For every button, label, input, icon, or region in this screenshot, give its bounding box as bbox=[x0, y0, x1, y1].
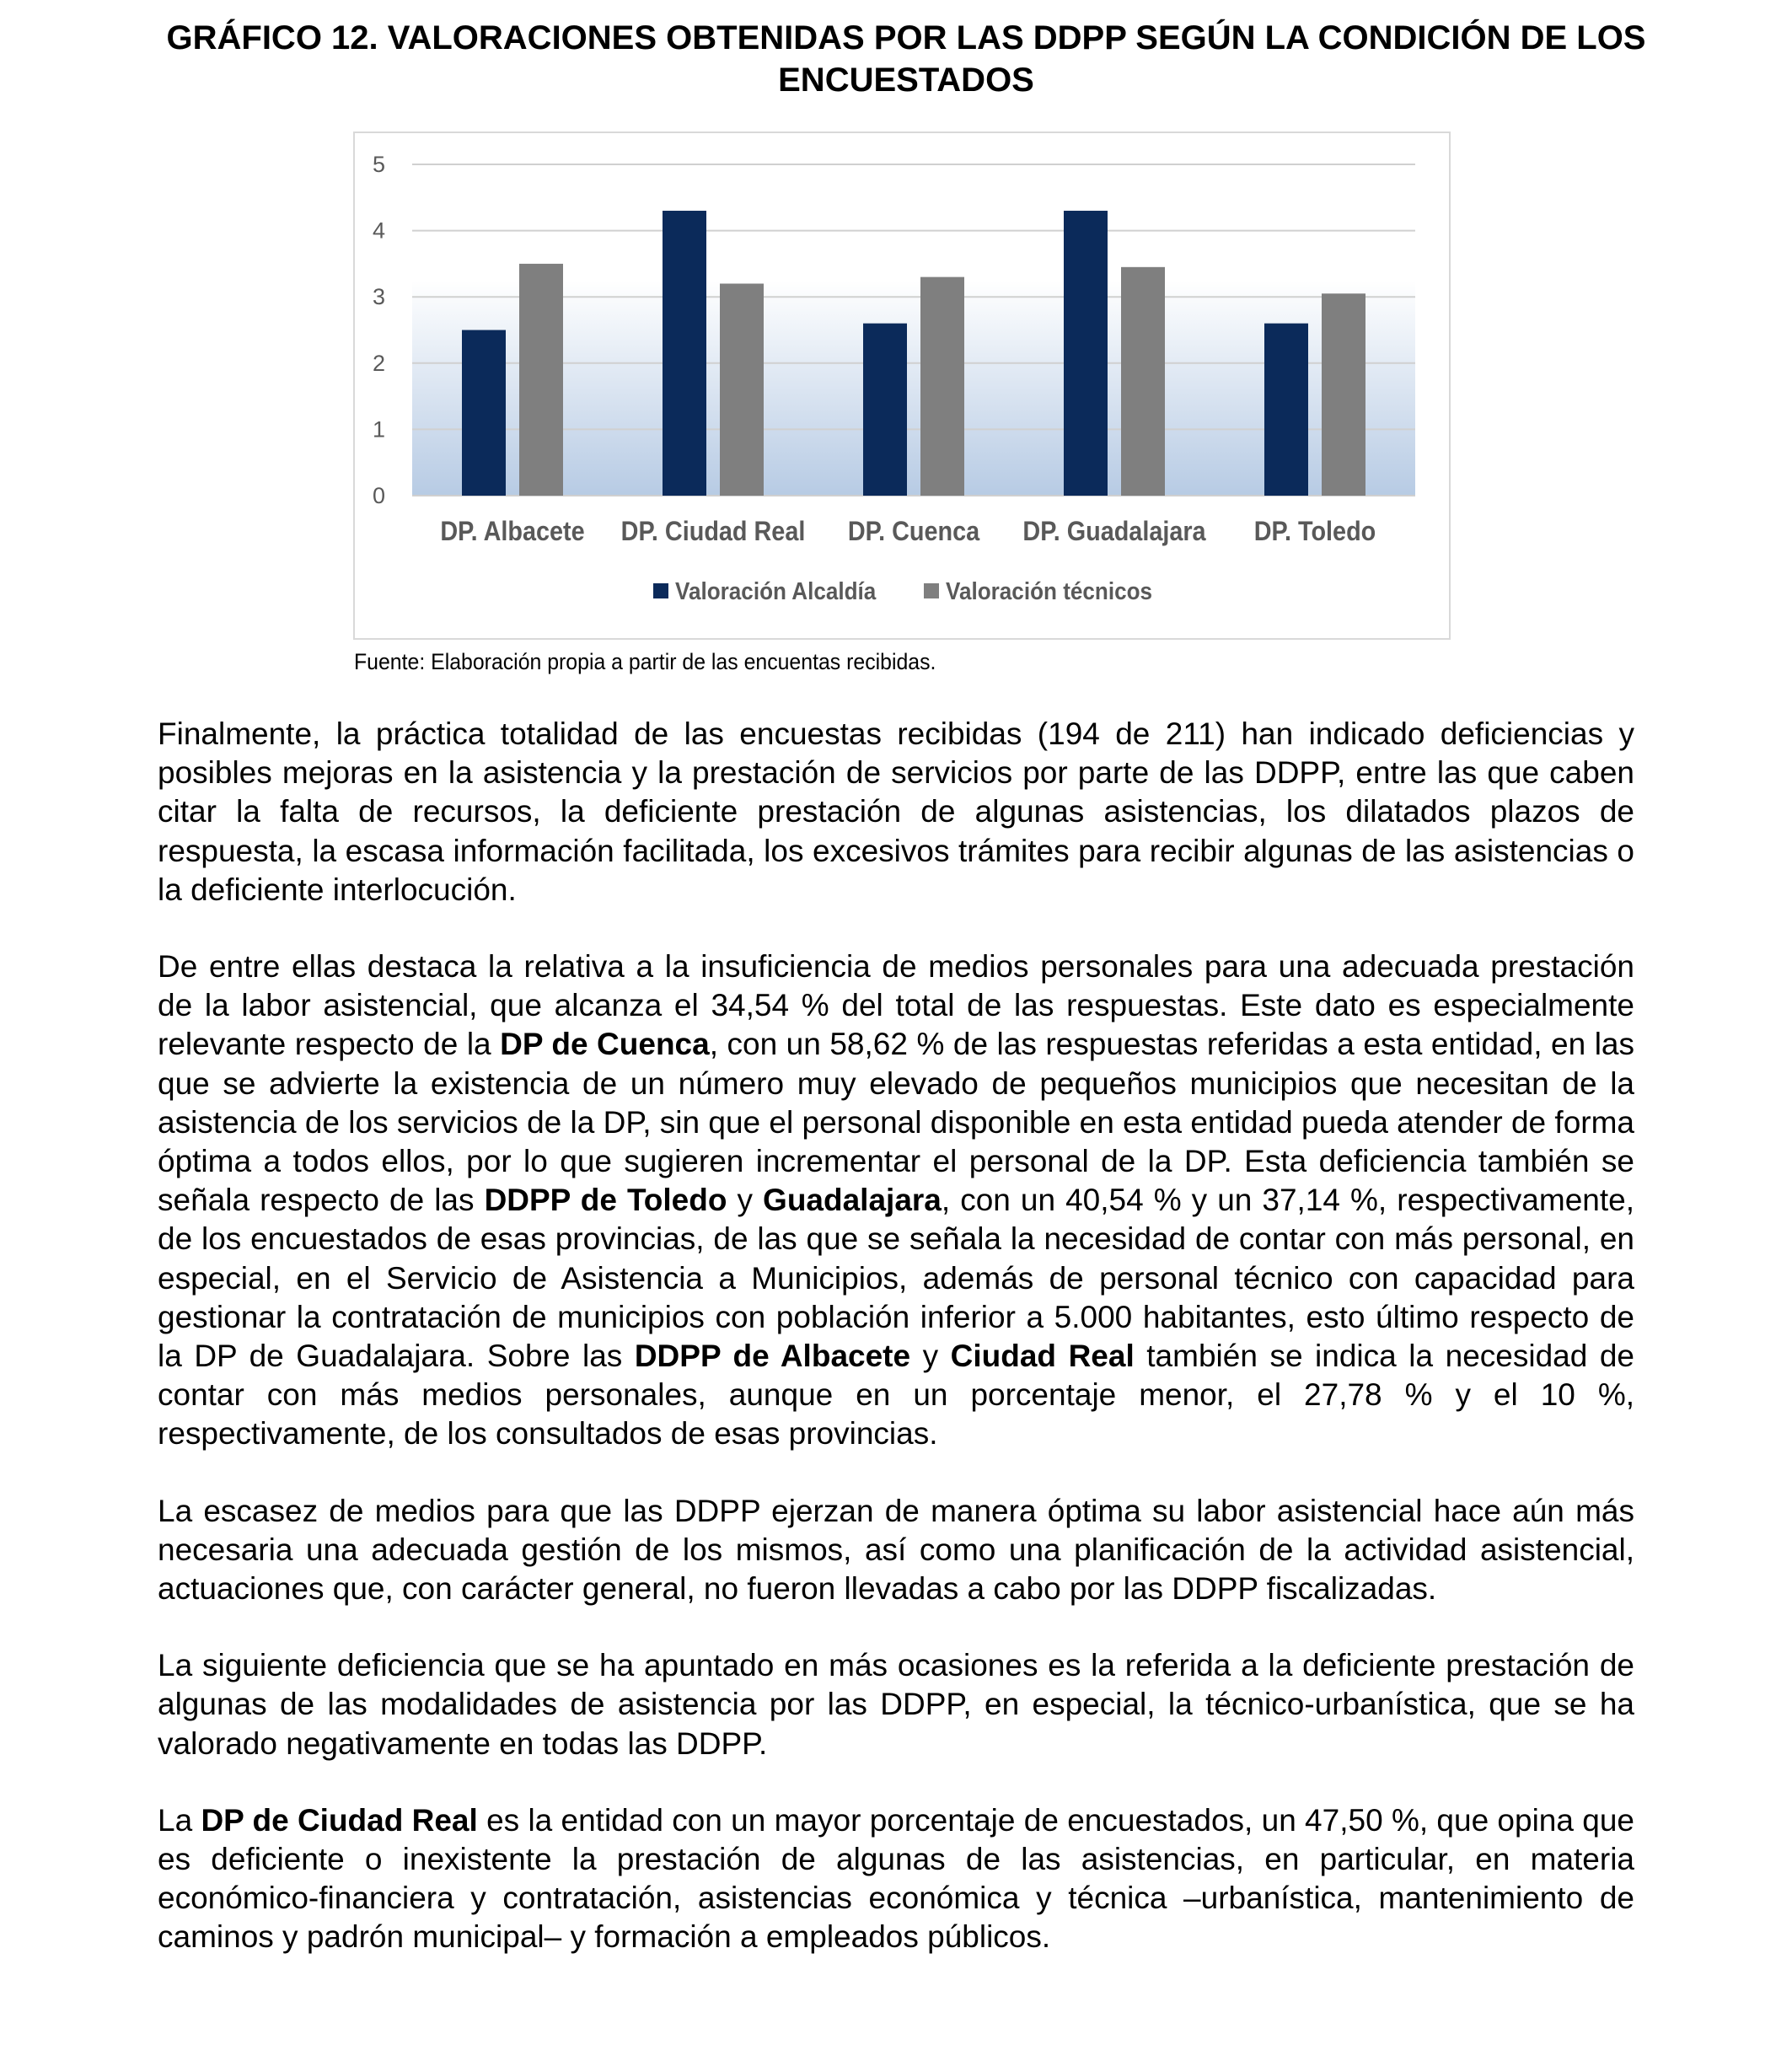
bold-entity: DDPP de Albacete bbox=[634, 1339, 911, 1374]
text-run: Finalmente, la práctica totalidad de las encuestas recibidas (194 de 211) han indicado deficiencias y posibles mejoras en la asistencia y la prestación de servicios por parte de las DDPP, entre las que caben citar la falta de recursos, la deficiente prestación de algunas asistencias, los dilatados plazos de respuesta, la escasa información facilitada, los excesivos trámites para recibir algunas de las asistencias o la deficiente interlocución. bbox=[158, 716, 1634, 907]
paragraph bbox=[158, 947, 1634, 1454]
source-note: Fuente: Elaboración propia a partir de las encuentas recibidas. bbox=[354, 649, 936, 674]
bold-entity: DP de Cuenca bbox=[500, 1027, 710, 1062]
text-run: La escasez de medios para que las DDPP ejerzan de manera óptima su labor asistencial hace aún más necesaria una adecuada gestión de los mismos, así como una planificación de la actividad asistencial, actuaciones que, con carácter general, no fueron llevadas a cabo por las DDPP fiscalizadas. bbox=[158, 1493, 1634, 1607]
y-tick-label: 1 bbox=[372, 416, 385, 443]
text-run: La bbox=[158, 1802, 201, 1838]
legend-label: Valoración técnicos bbox=[946, 577, 1153, 605]
legend-swatch bbox=[924, 583, 939, 598]
text-run: , con un 58,62 % de las respuestas referidas a esta entidad, en las que se advierte la existencia de un número muy elevado de pequeños municipios que necesitan de la asistencia de los servicios de la DP, sin que el personal disponible en esta entidad pueda atender de forma óptima a todos ellos, por lo que sugieren incrementar el personal de la DP. Esta deficiencia también se señala respecto de las bbox=[158, 1027, 1634, 1218]
paragraph bbox=[158, 1492, 1634, 1609]
text-run: es la entidad con un mayor porcentaje de encuestados, un 47,50 %, que opina que es deficiente o inexistente la prestación de algunas de las asistencias, en particular, en materia económico-financiera y contratación, asistencias económica y técnica –urbanística, mantenimiento de caminos y padrón municipal– y formación a empleados públicos. bbox=[158, 1802, 1634, 1955]
bar-alcaldia bbox=[1064, 211, 1108, 496]
y-tick-label: 2 bbox=[372, 350, 385, 376]
bar-tecnicos bbox=[519, 264, 563, 496]
bar-alcaldia bbox=[663, 211, 706, 496]
x-category-label: DP. Guadalajara bbox=[1022, 516, 1206, 547]
bar-alcaldia bbox=[462, 330, 506, 496]
text-run: también se indica la necesidad de contar con más medios personales, aunque en un porcentaje menor, el 27,78 % y el 10 %, respectivamente, de los consultados de esas provincias. bbox=[158, 1339, 1634, 1452]
text-run: La siguiente deficiencia que se ha apuntado en más ocasiones es la referida a la deficiente prestación de algunas de las modalidades de asistencia por las DDPP, en especial, la técnico-urbanística, que se ha valorado negativamente en todas las DDPP. bbox=[158, 1648, 1634, 1761]
bar-tecnicos bbox=[1121, 267, 1165, 496]
x-category-label: DP. Cuenca bbox=[847, 516, 980, 547]
bar-alcaldia bbox=[863, 324, 907, 496]
x-category-label: DP. Toledo bbox=[1253, 516, 1376, 547]
bold-entity: DDPP de Toledo bbox=[484, 1183, 727, 1218]
bold-entity: DP de Ciudad Real bbox=[201, 1802, 478, 1838]
legend-label: Valoración Alcaldía bbox=[675, 577, 877, 605]
text-run: y bbox=[727, 1183, 764, 1218]
body-text bbox=[158, 715, 1634, 1995]
text-run: De entre ellas destaca la relativa a la insuficiencia de medios personales para una adecuada prestación de la labor asistencial, que alcanza el 34,54 % del total de las respuestas. Este dato es especialmente relevante respecto de la bbox=[158, 949, 1634, 1062]
x-category-label: DP. Ciudad Real bbox=[620, 516, 806, 547]
figure-title: GRÁFICO 12. VALORACIONES OBTENIDAS POR LAS DDPP SEGÚN LA CONDICIÓN DE LOS ENCUESTADOS bbox=[166, 19, 1646, 99]
bold-entity: Guadalajara bbox=[763, 1183, 942, 1218]
paragraph bbox=[158, 715, 1634, 910]
paragraph bbox=[158, 1646, 1634, 1763]
bar-tecnicos bbox=[920, 277, 964, 496]
legend-swatch bbox=[653, 583, 668, 598]
y-tick-label: 5 bbox=[372, 152, 385, 177]
bar-chart bbox=[355, 133, 1449, 638]
x-category-label: DP. Albacete bbox=[440, 516, 585, 547]
bar-alcaldia bbox=[1264, 324, 1308, 496]
bar-tecnicos bbox=[1322, 293, 1365, 496]
text-run: , con un 40,54 % y un 37,14 %, respectivamente, de los encuestados de esas provincias, de las que se señala la necesidad de contar con más personal, en especial, en el Servicio de Asistencia a Municipios, además de personal técnico con capacidad para gestionar la contratación de municipios con población inferior a 5.000 habitantes, esto último respecto de la DP de Guadalajara. Sobre las bbox=[158, 1183, 1634, 1374]
text-run: y bbox=[910, 1339, 951, 1374]
bar-tecnicos bbox=[720, 283, 764, 496]
y-tick-label: 3 bbox=[372, 284, 385, 310]
paragraph bbox=[158, 1801, 1634, 1957]
y-tick-label: 4 bbox=[372, 217, 385, 244]
y-tick-label: 0 bbox=[372, 483, 385, 508]
chart-frame bbox=[353, 131, 1451, 640]
bold-entity: Ciudad Real bbox=[950, 1339, 1135, 1374]
